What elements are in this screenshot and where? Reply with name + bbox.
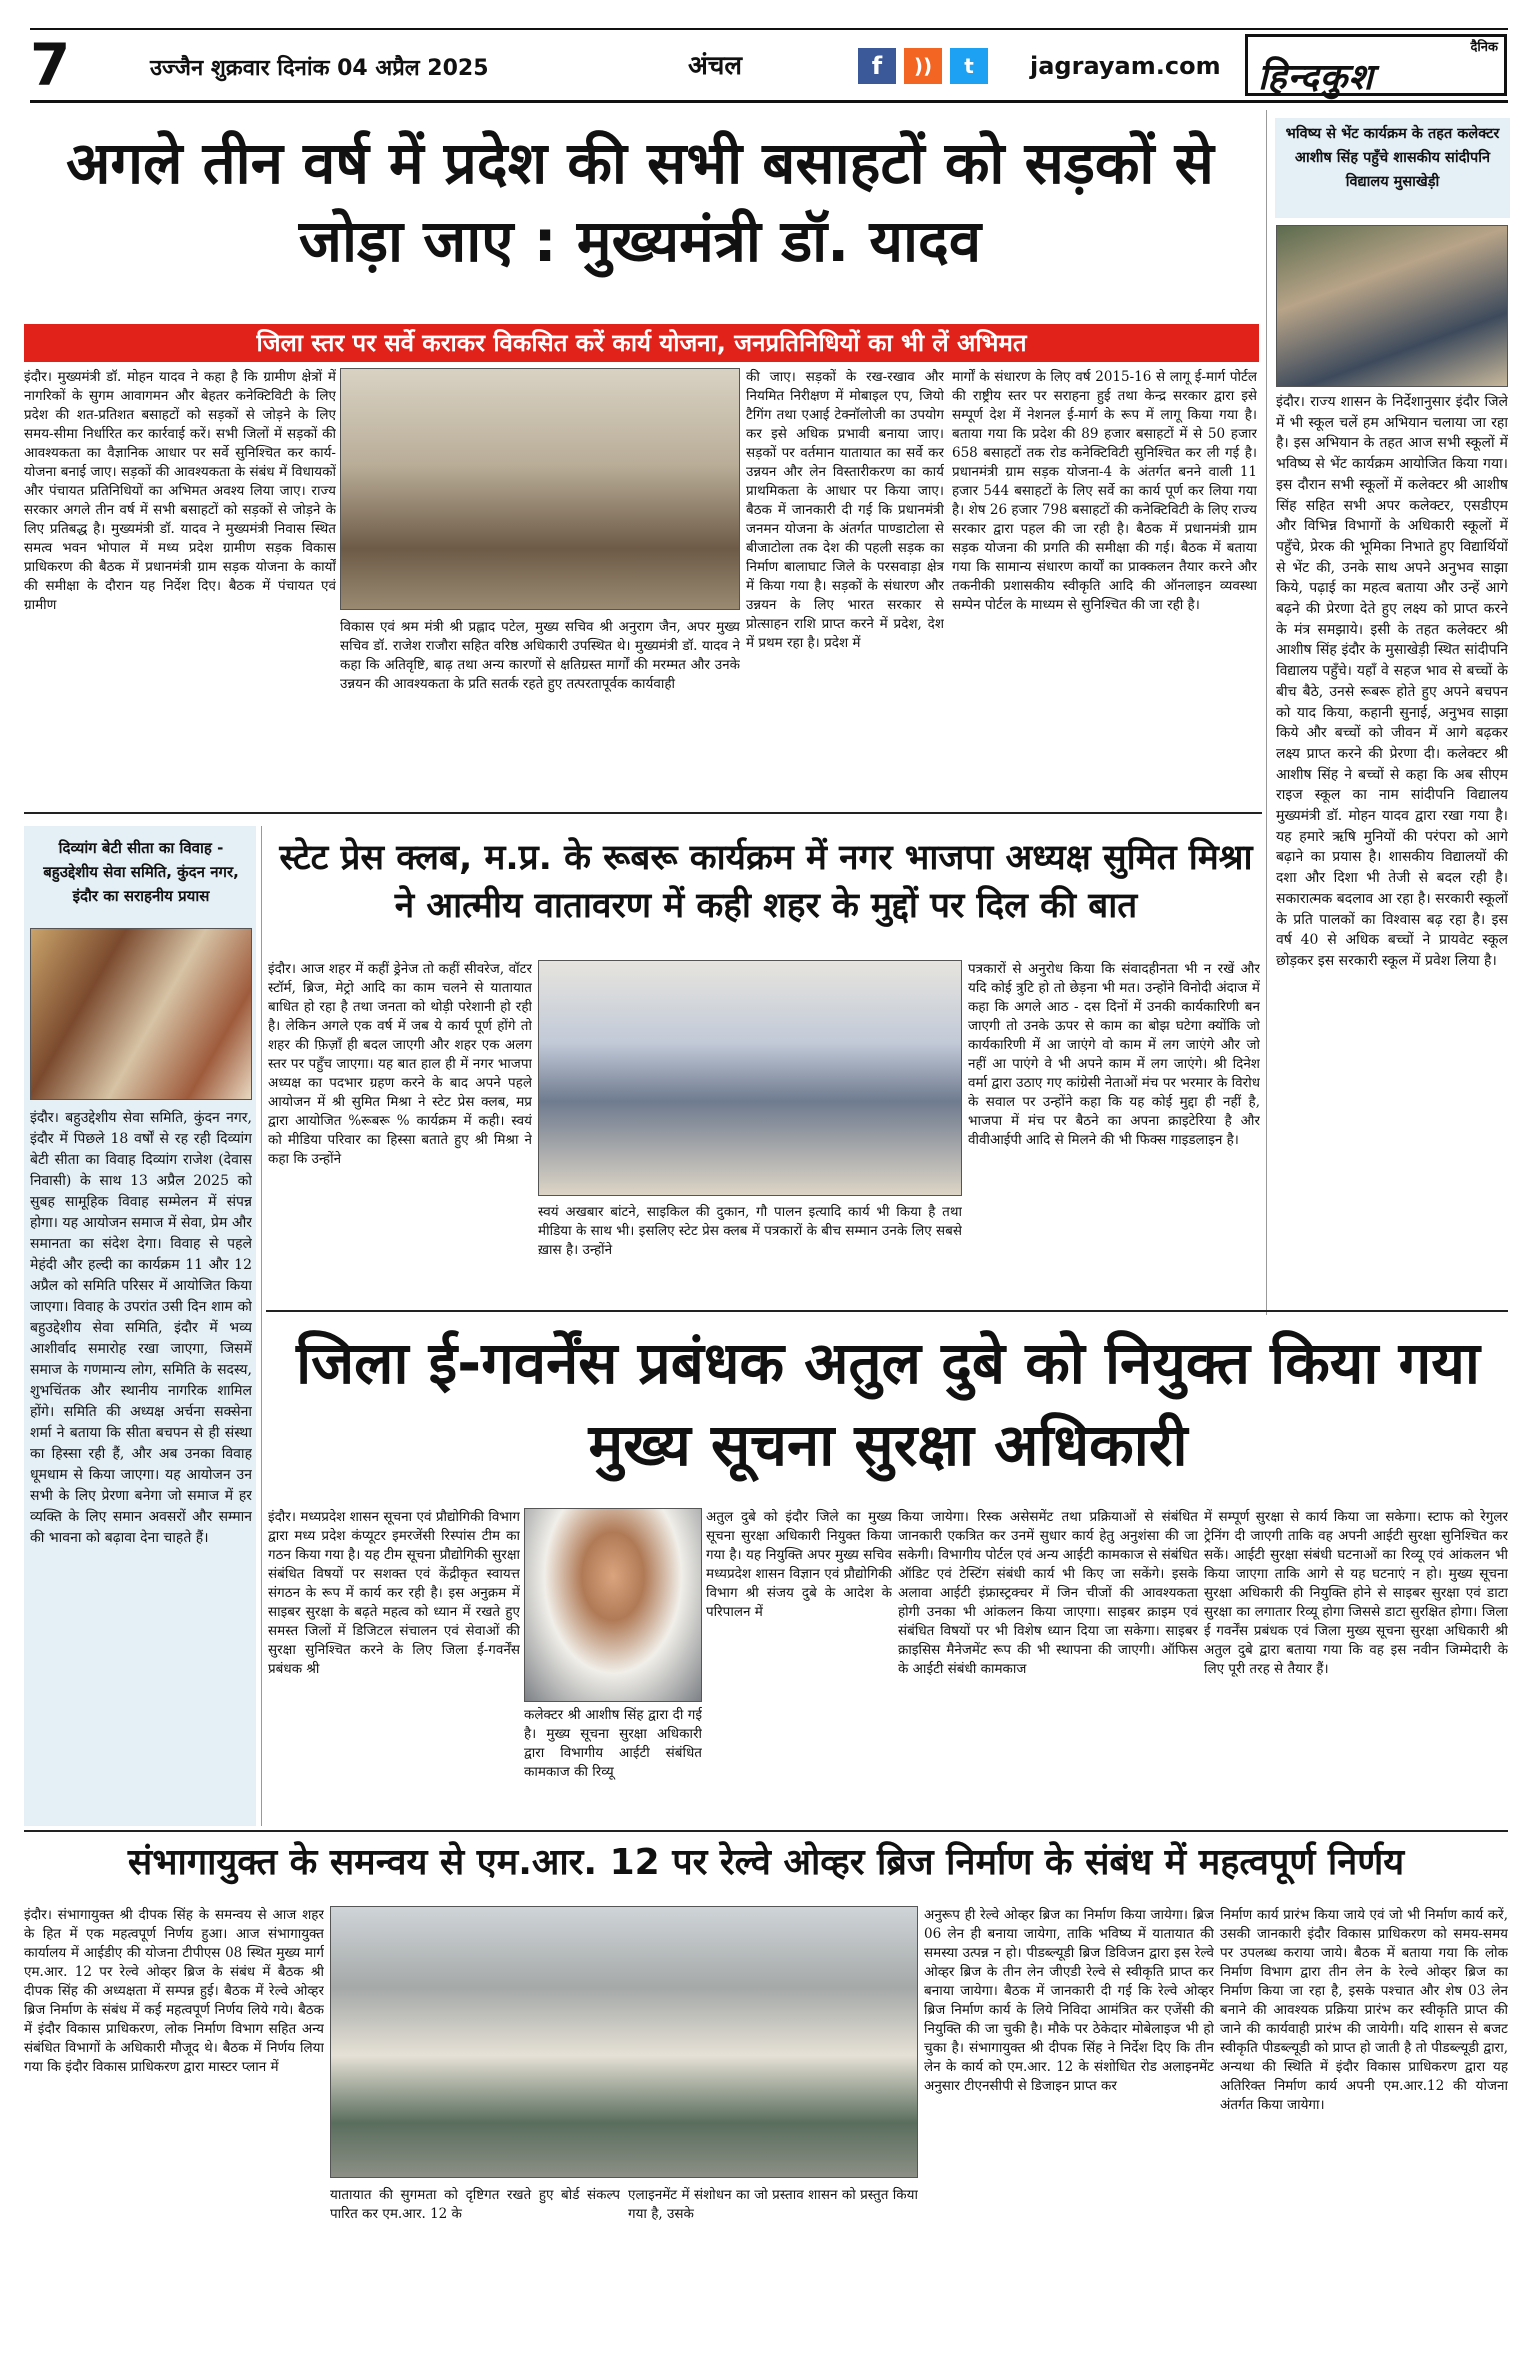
masthead-tagline: दैनिक (1470, 40, 1498, 55)
lead-photo-meeting (340, 368, 740, 610)
press-club-body-col3: पत्रकारों से अनुरोध किया कि संवादहीनता भी न रखें और यदि कोई त्रुटि हो तो छेड़ना भी मत। उन्होंने विनोदी अंदाज में कहा कि अगले आठ - दस दिनों में उनकी कार्यकारिणी बन जाएगी तो उनके ऊपर से काम का बोझ घटेगा क्योंकि जो कार्यकारिणी में आ जाएंगे वो काम में लग जाएंगे और जो नहीं आ पाएंगे वे भी अपने काम में लग जाएंगे। श्री दिनेश वर्मा द्वारा उठाए गए कांग्रेसी नेताओं मंच पर भरमार के विरोध के सवाल पर उन्होंने कहा कि यह कोई मुद्दा ही नहीं है, भाजपा में मंच पर बैठने का अपना क्राइटेरिया है और वीवीआईपी आदि से मिलने की भी फिक्स गाइडलाइन है। (968, 961, 1260, 1148)
wedding-story-photo (30, 928, 252, 1100)
lead-subhead: जिला स्तर पर सर्वे कराकर विकसित करें कार्य योजना, जनप्रतिनिधियों का भी लें अभिमत (24, 324, 1259, 362)
egov-body-col3: किया जायेगा। रिस्क असेसमेंट तथा प्रक्रियाओं से संबंधित जानकारी एकत्रित कर उनमें सुधार कार्य हेतु अनुशंसा की जा सकेगी। विभागीय पोर्टल एवं अन्य आईटी कामकाज से संबंधित ऑडिट एवं टेस्टिंग संबंधी कार्य भी किए जा सकेंगे। इसके अलावा आईटी इंफ्रास्ट्रक्चर में जिन चीजों की आवश्यकता होगी उनका भी आंकलन किया जाएगा। साइबर क्राइम एवं संबंधित विषयों पर भी विशेष ध्यान दिया जा सकेगा। साइबर क्राइसिस मैनेजमेंट रूप की भी स्थापना की जाएगी। ऑफिस के आईटी संबंधी कामकाज (898, 1509, 1198, 1677)
lead-body-col2: विकास एवं श्रम मंत्री श्री प्रह्लाद पटेल, मुख्य सचिव श्री अनुराग जैन, अपर मुख्य सचिव डॉ. राजेश राजौरा सहित वरिष्ठ अधिकारी उपस्थित थे। मुख्यमंत्री डॉ. यादव ने कहा कि अतिवृष्टि, बाढ़ तथा अन्य कारणों से क्षतिग्रस्त मार्गों की मरम्मत और उनके उन्नयन की आवश्यकता के प्रति सतर्क रहते हुए तत्परतापूर्वक कार्यवाही (340, 619, 740, 692)
egov-body-col2-lower: कलेक्टर श्री आशीष सिंह द्वारा दी गई है। मुख्य सूचना सुरक्षा अधिकारी द्वारा विभागीय आईटी संबंधित कामकाज की रिव्यू (524, 1707, 702, 1780)
rob-body-col2: यातायात की सुगमता को दृष्टिगत रखते हुए बोर्ड संकल्प पारित कर एम.आर. 12 के (330, 2187, 620, 2222)
column-divider (261, 826, 262, 1826)
rss-icon[interactable]: )) (904, 48, 942, 84)
section-divider (24, 1830, 1508, 1832)
school-story-body: इंदौर। राज्य शासन के निर्देशानुसार इंदौर जिले में भी स्कूल चलें हम अभियान चलाया जा रहा है। इस अभियान के तहत आज सभी स्कूलों में भविष्य से भेंट कार्यक्रम आयोजित किया गया। इस दौरान सभी स्कूलों में कलेक्टर श्री आशीष सिंह सहित सभी अपर कलेक्टर, एसडीएम और विभिन्न विभागों के अधिकारी स्कूलों में पहुँचे, प्रेरक की भूमिका निभाते हुए विद्यार्थियों से भेंट की, उनके साथ अपने अनुभव साझा किये, पढ़ाई का महत्व बताया और उन्हें आगे बढ़ने की प्रेरणा देते हुए लक्ष्य को प्राप्त करने के मंत्र समझाये। इसी के तहत कलेक्टर श्री आशीष सिंह इंदौर के मुसाखेड़ी स्थित सांदीपनि विद्यालय पहुँचे। यहाँ वे सहज भाव से बच्चों के बीच बैठे, उनसे रूबरू होते हुए अपने बचपन को याद किया, कहानी सुनाई, अनुभव साझा किये और बच्चों को जीवन में आगे बढ़कर लक्ष्य प्राप्त करने की प्रेरणा दी। कलेक्टर श्री आशीष सिंह ने बच्चों से कहा कि अब सीएम राइज स्कूल का नाम सांदीपनि विद्यालय मुख्यमंत्री डॉ. मोहन यादव द्वारा रखा गया है। यह हमारे ऋषि मुनियों की परंपरा को आगे बढ़ाने का प्रयास है। शासकीय विद्यालयों की दशा और दिशा भी तेजी से बदल रही है। सकारात्मक बदलाव आ रहा है। सरकारी स्कूलों के प्रति पालकों का विश्वास बढ़ रहा है। इस वर्ष 40 से अधिक बच्चों ने प्रायवेट स्कूल छोड़कर इस सरकारी स्कूल में प्रवेश लिया है। (1276, 394, 1508, 969)
school-story-photo (1276, 225, 1508, 387)
lead-headline: अगले तीन वर्ष में प्रदेश की सभी बसाहटों को सड़कों से जोड़ा जाए : मुख्यमंत्री डॉ. यादव (66, 129, 1214, 275)
school-story-headline: भविष्य से भेंट कार्यक्रम के तहत कलेक्टर आशीष सिंह पहुँचे शासकीय सांदीपनि विद्यालय मुसाखेड़ी (1275, 118, 1510, 218)
egov-headline: जिला ई-गवर्नेंस प्रबंधक अतुल दुबे को नियुक्त किया गया मुख्य सूचना सुरक्षा अधिकारी (296, 1329, 1480, 1479)
rob-body-col3: एलाइनमेंट में संशोधन का जो प्रस्ताव शासन को प्रस्तुत किया गया है, उसके (628, 2187, 918, 2222)
masthead-logo (1245, 34, 1507, 96)
section-name: अंचल (688, 51, 743, 81)
egov-body-col1: इंदौर। मध्यप्रदेश शासन सूचना एवं प्रौद्योगिकी विभाग द्वारा मध्य प्रदेश कंप्यूटर इमरजेंसी रिस्पांस टीम का गठन किया गया है। यह टीम सूचना प्रौद्योगिकी सुरक्षा संबंधित विषयों पर सशक्त एवं केंद्रीकृत स्वायत्त संगठन के रूप में कार्य कर रही है। इस अनुक्रम में साइबर सुरक्षा के बढ़ते महत्व को ध्यान में रखते हुए समस्त जिलों में डिजिटल संचालन एवं सेवाओं की सुरक्षा सुनिश्चित करने के लिए जिला ई-गवर्नेंस प्रबंधक श्री (268, 1509, 520, 1677)
column-divider (1266, 110, 1267, 1315)
rob-body-col1: इंदौर। संभागायुक्त श्री दीपक सिंह के समन्वय से आज शहर के हित में एक महत्वपूर्ण निर्णय हुआ। आज संभागायुक्त कार्यालय में आईडीए की योजना टीपीएस 08 स्थित मुख्य मार्ग एम.आर. 12 पर रेल्वे ओव्हर ब्रिज के संबंध में बैठक श्री दीपक सिंह की अध्यक्षता में सम्पन्न हुई। बैठक में रेल्वे ओव्हर ब्रिज निर्माण के संबंध में कई महत्वपूर्ण निर्णय लिये गये। बैठक में इंदौर विकास प्राधिकरण, लोक निर्माण विभाग सहित अन्य संबंधित विभागों के अधिकारी मौजूद थे। बैठक में निर्णय लिया गया कि इंदौर विकास प्राधिकरण द्वारा मास्टर प्लान में (24, 1907, 324, 2075)
rob-meeting-photo (330, 1906, 918, 2178)
lead-body-col4: मार्गों के संधारण के लिए वर्ष 2015-16 से लागू ई-मार्ग पोर्टल की राष्ट्रीय स्तर पर सराहना हुई तथा केन्द्र सरकार द्वारा इसे सम्पूर्ण देश में नेशनल ई-मार्ग के रूप में लागू किया गया है। बताया गया कि प्रदेश की 89 हजार बसाहटों में से 50 हजार 658 बसाहटों तक रोड कनेक्टिविटी सुनिश्चित कर ली गई है। प्रधानमंत्री ग्राम सड़क योजना-4 के अंतर्गत बनने वाली 11 हजार 544 बसाहटों के लिए सर्वे का कार्य पूर्ण कर लिया गया है। शेष 26 हजार 798 बसाहटों की कनेक्टिविटी के लिए राज्य सरकार द्वारा पहल की जा रही है। बैठक में प्रधानमंत्री ग्राम सड़क योजना की प्रगति की समीक्षा की गई। बैठक में बताया गया कि सामान्य संधारण कार्यों का प्राक्कलन तैयार करने और तकनीकी प्रशासकीय स्वीकृति आदि की ऑनलाइन व्यवस्था सम्पेन पोर्टल के माध्यम से सुनिश्चित की जा रही है। (952, 369, 1257, 613)
lead-body-col3: की जाए। सड़कों के रख-रखाव और नियमित निरीक्षण में मोबाइल एप, जियो टैगिंग तथा एआई टेक्नॉलोजी का उपयोग कर इसे अधिक प्रभावी बनाया जाए। सड़कों पर वर्तमान यातायात का सर्वे कर उन्नयन और लेन विस्तारीकरण का कार्य प्राथमिकता के आधार पर किया जाए। बैठक में जानकारी दी गई कि प्रधानमंत्री जनमन योजना के अंतर्गत पाण्डाटोला से बीजाटोला तक देश की पहली सड़क का निर्माण बालाघाट जिले के परसवाड़ा क्षेत्र में किया गया है। सड़कों के संधारण और उन्नयन के लिए भारत सरकार से प्रोत्साहन राशि प्राप्त करने में प्रदेश, देश में प्रथम रहा है। प्रदेश में (746, 369, 944, 651)
wedding-story-headline: दिव्यांग बेटी सीता का विवाह - बहुउद्देशीय सेवा समिति, कुंदन नगर, इंदौर का सराहनीय प्रयास (43, 839, 239, 905)
section-divider (266, 1310, 1508, 1312)
press-club-photo (538, 960, 962, 1196)
rob-body-col4: अनुरूप ही रेल्वे ओव्हर ब्रिज का निर्माण किया जायेगा। ब्रिज 06 लेन ही बनाया जायेगा, ताकि भविष्य में यातायात की समस्या उत्पन्न न हो। पीडब्ल्यूडी ब्रिज डिविजन द्वारा इस रेल्वे ओव्हर ब्रिज के तीन लेन जीएडी रेल्वे से स्वीकृति प्राप्त कर बनाया जायेगा। बैठक में जानकारी दी गई कि रेल्वे ओव्हर ब्रिज निर्माण कार्य के लिये निविदा आमंत्रित कर एजेंसी की नियुक्ति की जा चुकी है। मौके पर ठेकेदार मोबेलाइज भी हो चुका है। संभागायुक्त श्री दीपक सिंह ने निर्देश दिए कि तीन लेन के कार्य को एम.आर. 12 के संशोधित रोड अलाइनमेंट अनुसार टीएनसीपी से डिजाइन प्राप्त कर (924, 1907, 1214, 2094)
egov-portrait-photo (524, 1508, 702, 1702)
egov-body-col2: अतुल दुबे को इंदौर जिले का मुख्य सूचना सुरक्षा अधिकारी नियुक्त किया गया है। यह नियुक्ति अपर मुख्य सचिव मध्यप्रदेश शासन विज्ञान एवं प्रौद्योगिकी विभाग श्री संजय दुबे के आदेश के परिपालन में (706, 1509, 892, 1620)
page-number: 7 (30, 31, 71, 99)
website-link[interactable]: jagrayam.com (1030, 52, 1221, 80)
twitter-icon[interactable]: t (950, 48, 988, 84)
egov-body-col4: में सम्पूर्ण सुरक्षा से कार्य किया जा सकेगा। स्टाफ को रेगुलर ट्रेनिंग दी जाएगी ताकि वह अपनी आईटी सुरक्षा सुनिश्चित कर सकें। आईटी सुरक्षा संबंधी घटनाओं का रिव्यू एवं आंकलन भी किया जाएगा ताकि आगे से यह घटनाएं न हो। मुख्य सूचना सुरक्षा अधिकारी की नियुक्ति होने से साइबर सुरक्षा एवं डाटा सुरक्षा का लगातार रिव्यू होगा जिससे डाटा सुरक्षित होगा। जिला ई गवर्नेंस प्रबंधक एवं जिला मुख्य सूचना सुरक्षा अधिकारी श्री अतुल दुबे द्वारा बताया गया कि वह इस नवीन जिम्मेदारी के लिए पूरी तरह से तैयार हैं। (1204, 1509, 1508, 1677)
masthead-name: हिन्दकुश (1258, 57, 1374, 98)
press-club-body-col1: इंदौर। आज शहर में कहीं ड्रेनेज तो कहीं सीवरेज, वॉटर स्टॉर्म, ब्रिज, मेट्रो आदि का काम चलने से यातायात बाधित हो रहा है तथा जनता को थोड़ी परेशानी हो रही है। लेकिन अगले एक वर्ष में जब ये कार्य पूर्ण होंगे तो शहर की फ़िज़ाँ ही बदल जाएगी और शहर एक अलग स्तर पर पहुँच जाएगा। यह बात हाल ही में नगर भाजपा अध्यक्ष का पदभार ग्रहण करने के बाद अपने पहले आयोजन में श्री सुमित मिश्रा ने स्टेट प्रेस क्लब, मप्र द्वारा आयोजित %रूबरू % कार्यक्रम में कही। स्वयं को मीडिया परिवार का हिस्सा बताते हुए श्री मिश्रा ने कहा कि उन्होंने (268, 961, 532, 1167)
facebook-icon[interactable]: f (858, 48, 896, 84)
section-divider (24, 812, 1262, 814)
header-top-rule (30, 28, 1508, 30)
press-club-headline: स्टेट प्रेस क्लब, म.प्र. के रूबरू कार्यक्रम में नगर भाजपा अध्यक्ष सुमित मिश्रा ने आत्मीय वातावरण में कही शहर के मुद्दों पर दिल की बात (279, 838, 1253, 926)
header-bottom-rule (30, 100, 1508, 103)
wedding-story-body: इंदौर। बहुउद्देशीय सेवा समिति, कुंदन नगर, इंदौर में पिछले 18 वर्षों से रह रही दिव्यांग बेटी सीता का विवाह दिव्यांग राजेश (देवास निवासी) के साथ 13 अप्रैल 2025 को सुबह सामूहिक विवाह सम्मेलन में संपन्न होगा। यह आयोजन समाज में सेवा, प्रेम और समानता का संदेश देगा। विवाह से पहले मेहंदी और हल्दी का कार्यक्रम 11 और 12 अप्रैल को समिति परिसर में आयोजित किया जाएगा। विवाह के उपरांत उसी दिन शाम को बहुउद्देशीय सेवा समिति, इंदौर में भव्य आशीर्वाद समारोह रखा जाएगा, जिसमें समाज के गणमान्य लोग, समिति के सदस्य, शुभचिंतक और स्थानीय नागरिक शामिल होंगे। समिति की अध्यक्ष अर्चना सक्सेना शर्मा ने बताया कि सीता बचपन से ही संस्था का हिस्सा रही हैं, और अब उनका विवाह धूमधाम से किया जाएगा। यह आयोजन उन सभी के लिए प्रेरणा बनेगा जो समाज में हर व्यक्ति के लिए समान अवसरों और सम्मान की भावना को बढ़ावा देना चाहते हैं। (30, 1110, 252, 1546)
dateline: उज्जैन शुक्रवार दिनांक 04 अप्रैल 2025 (150, 56, 489, 81)
press-club-body-col2: स्वयं अखबार बांटने, साइकिल की दुकान, गौ पालन इत्यादि कार्य भी किया है तथा मीडिया के साथ भी। इसलिए स्टेट प्रेस क्लब में पत्रकारों के बीच सम्मान उनके लिए सबसे ख़ास है। उन्होंने (538, 1204, 962, 1258)
rob-body-col5: निर्माण कार्य प्रारंभ किया जाये एवं जो भी निर्माण कार्य करें, उसकी जानकारी इंदौर विकास प्राधिकरण को समय-समय पर उपलब्ध कराया जाये। बैठक में बताया गया कि लोक निर्माण विभाग द्वारा तीन लेन के रेल्वे ओव्हर ब्रिज का निर्माण किया जा रहा है, इसके पश्चात और शेष 03 लेन बनाने की आवश्यक प्रक्रिया प्रारंभ कर स्वीकृति प्राप्त की जाने की कार्यवाही प्रारंभ की जायेगी। यदि शासन से बजट स्वीकृति पीडब्ल्यूडी को प्राप्त हो जाती है तो पीडब्ल्यूडी द्वारा, अन्यथा की स्थिति में इंदौर विकास प्राधिकरण द्वारा यह अतिरिक्त निर्माण कार्य अपनी एम.आर.12 की योजना अंतर्गत किया जायेगा। (1220, 1907, 1508, 2113)
rob-headline: संभागायुक्त के समन्वय से एम.आर. 12 पर रेल्वे ओव्हर ब्रिज निर्माण के संबंध में महत्वपूर्ण निर्णय (127, 1842, 1405, 1883)
lead-body-col1: इंदौर। मुख्यमंत्री डॉ. मोहन यादव ने कहा है कि ग्रामीण क्षेत्रों में नागरिकों के सुगम आवागमन और बेहतर कनेक्टिविटी के लिए प्रदेश की शत-प्रतिशत बसाहटों को सड़कों से जोड़ने के लिए समय-सीमा निर्धारित कर कार्रवाई करें। सभी जिलों में सड़कों की आवश्यकता का वैज्ञानिक आधार पर सर्वे सुनिश्चित कर कार्य-योजना बनाई जाए। सड़कों की आवश्यकता के संबंध में विधायकों और पंचायत प्रतिनिधियों का अभिमत अवश्य लिया जाए। राज्य सरकार अगले तीन वर्ष में सभी बसाहटों को सड़कों से जोड़ने के लिए प्रतिबद्ध है। मुख्यमंत्री डॉ. यादव ने मुख्यमंत्री निवास स्थित समत्व भवन भोपाल में मध्य प्रदेश ग्रामीण सड़क विकास प्राधिकरण की बैठक में प्रधानमंत्री ग्राम सड़क योजना के कार्यों की समीक्षा के दौरान यह निर्देश दिए। बैठक में पंचायत एवं ग्रामीण (24, 369, 336, 613)
